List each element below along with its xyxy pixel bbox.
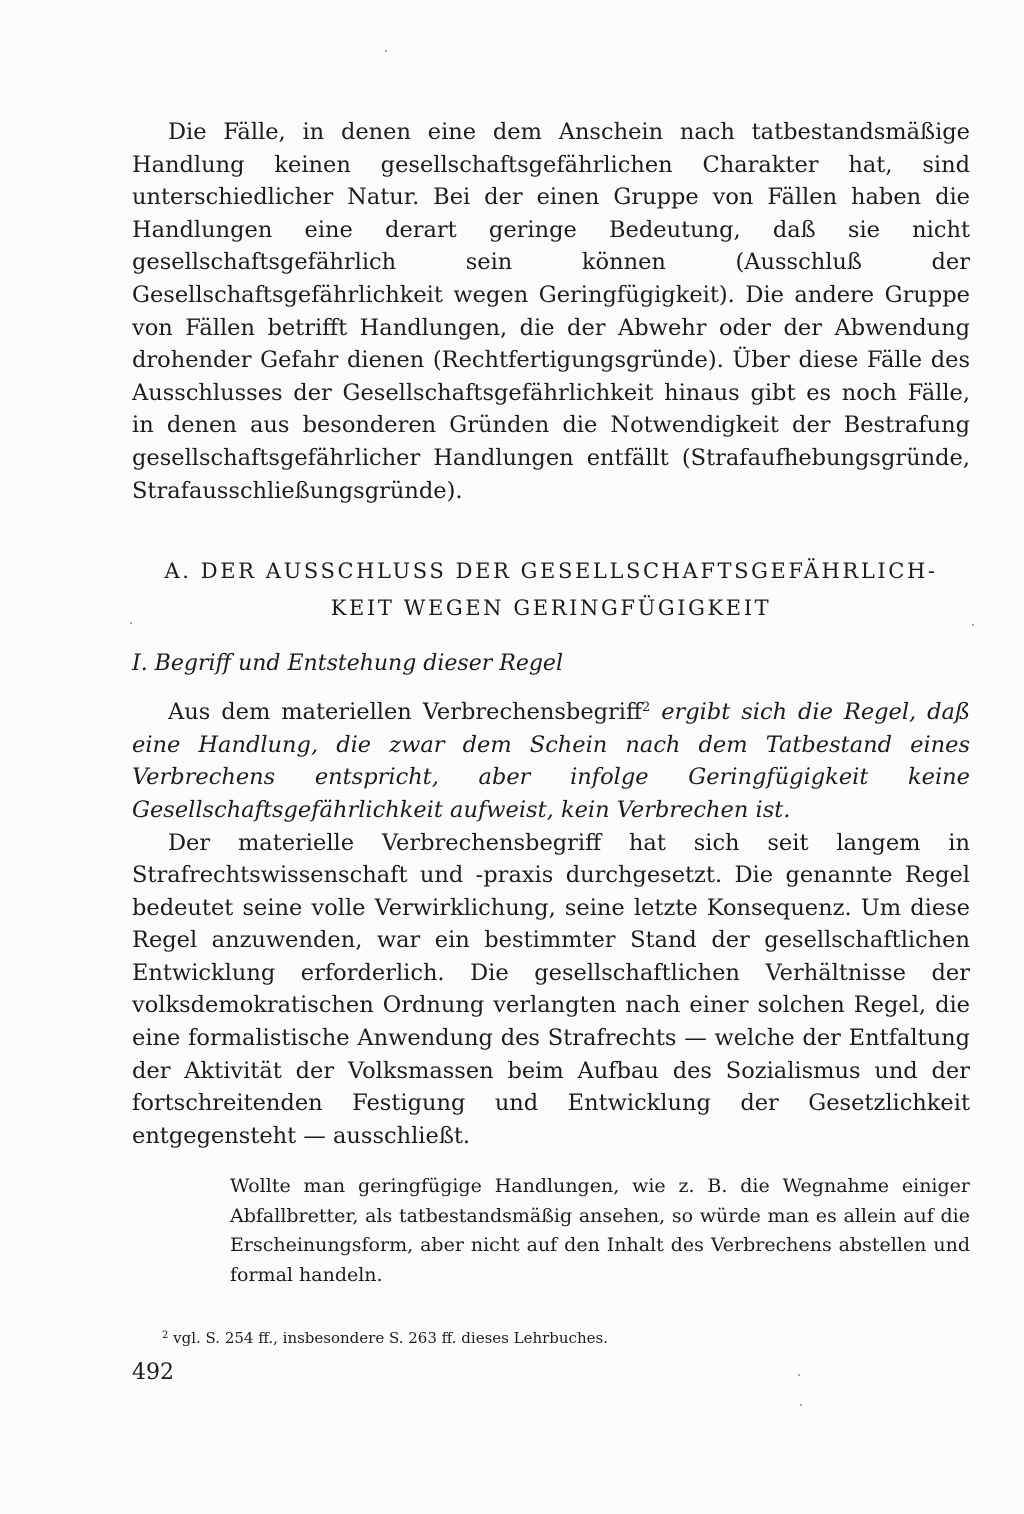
paper-speck xyxy=(798,1374,800,1376)
page-number: 492 xyxy=(132,1360,174,1385)
footnote-marker: 2 xyxy=(162,1330,169,1342)
intro-paragraph: Die Fälle, in denen eine dem Anschein nach tatbestandsmäßige Handlung keinen gesellschaftsgefährlichen Charakter hat, sind unterschiedlicher Natur. Bei der einen Gruppe von Fällen haben die Handlungen eine derart geringe Bedeutung, daß sie nicht gesellschaftsgefährlich sein können (Ausschluß der Gesellschaftsgefährlichkeit wegen Geringfügigkeit). Die andere Gruppe von Fällen betrifft Handlungen, die der Abwehr oder der Abwendung drohender Gefahr dienen (Rechtfertigungsgründe). Über diese Fälle des Ausschlusses der Gesellschaftsgefährlichkeit hinaus gibt es noch Fälle, in denen aus besonderen Gründen die Notwendigkeit der Bestrafung gesellschaftsgefährlicher Handlungen entfällt (Strafaufhebungsgründe, Strafausschließungsgründe). xyxy=(132,119,970,504)
rule-lead-text: Aus dem materiellen Verbrechensbegriff xyxy=(168,699,642,726)
footnote xyxy=(132,1328,970,1348)
section-heading-line-2: KEIT WEGEN GERINGFÜGIGKEIT xyxy=(330,596,772,621)
footnote-reference: 2 xyxy=(641,700,651,716)
paper-speck xyxy=(385,50,387,52)
section-heading-line-1: A. DER AUSSCHLUSS DER GESELLSCHAFTSGEFÄHRLICH- xyxy=(164,559,938,584)
paper-speck xyxy=(972,624,974,626)
rule-emphasis-text: ergibt sich die Regel, daß eine Handlung, die zwar dem Schein nach dem Tatbestand eines Verbrechens entspricht, aber infolge Geringfügigkeit keine Gesellschaftsgefährlichkeit aufweist, kein Verbrechen ist. xyxy=(132,699,970,823)
second-paragraph: Der materielle Verbrechensbegriff hat sich seit langem in Strafrechtswissenschaft und -praxis durchgesetzt. Die genannte Regel bedeutet seine volle Verwirklichung, seine letzte Konsequenz. Um diese Regel anzuwenden, war ein bestimmter Stand der gesellschaftlichen Entwicklung erforderlich. Die gesellschaftlichen Verhältnisse der volksdemokratischen Ordnung verlangten nach einer solchen Regel, die eine formalistische Anwendung des Strafrechts — welche der Entfaltung der Aktivität der Volksmassen beim Aufbau des Sozialismus und der fortschreitenden Festigung und Entwicklung der Gesetzlichkeit entgegensteht — ausschließt. xyxy=(132,829,970,1149)
subsection-heading: I. Begriff und Entstehung dieser Regel xyxy=(132,651,563,677)
footnote-text: vgl. S. 254 ff., insbesondere S. 263 ff. dieses Lehrbuches. xyxy=(168,1329,608,1348)
example-paragraph: Wollte man geringfügige Handlungen, wie z. B. die Wegnahme einiger Abfallbretter, als tatbestandsmäßig ansehen, so würde man es allein auf die Erscheinungsform, aber nicht auf den Inhalt des Verbrechens abstellen und formal handeln. xyxy=(230,1175,970,1286)
paper-speck xyxy=(130,622,132,624)
section-heading xyxy=(132,553,970,627)
page-content xyxy=(132,116,970,1348)
rule-paragraph xyxy=(132,696,970,826)
paper-speck xyxy=(800,1404,802,1406)
